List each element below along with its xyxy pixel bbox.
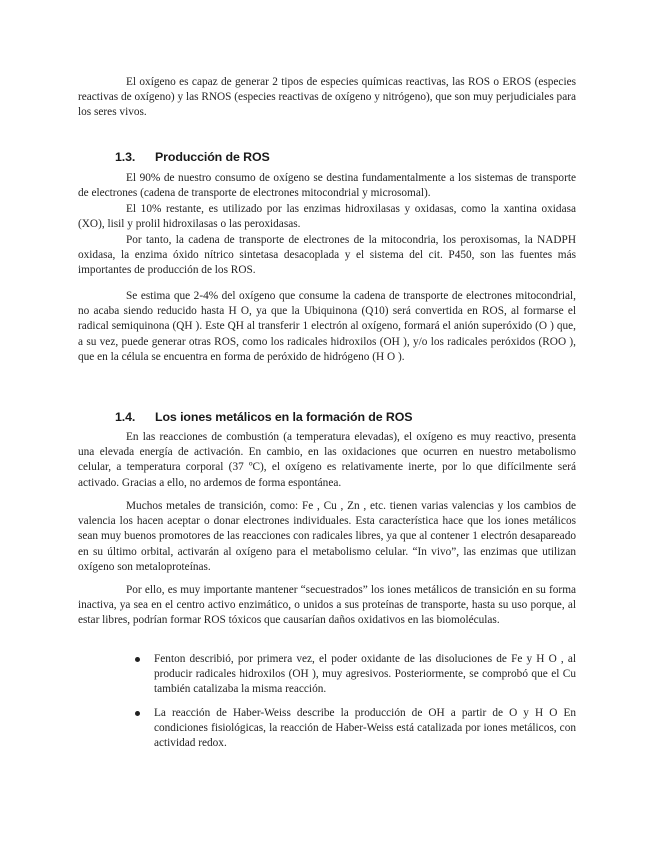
section-title: Los iones metálicos en la formación de ROS [155, 410, 413, 424]
paragraph: Por ello, es muy importante mantener “secuestrados” los iones metálicos de transición en su forma inactiva, ya sea en el centro activo enzimático, o unidos a sus proteínas de transporte, hasta su uso porque, al estar libres, podrían formar ROS tóxicos que causarían daños oxidativos en las biomoléculas. [78, 584, 576, 627]
list-item-text: La reacción de Haber-Weiss describe la producción de OH a partir de O y H O En condiciones fisiológicas, la reacción de Haber-Weiss está catalizada por iones metálicos, con actividad redox. [154, 706, 576, 750]
paragraph: El 10% restante, es utilizado por las enzimas hidroxilasas y oxidasas, como la xantina oxidasa (XO), lisil y prolil hidroxilasas o las peroxidasas. [78, 203, 576, 231]
paragraph: Se estima que 2-4% del oxígeno que consume la cadena de transporte de electrones mitocondrial, no acaba siendo reducido hasta H O, ya que la Ubiquinona (Q10) será convertida en ROS, al formarse el radical semiquinona (QH ). Este QH al transferir 1 electrón al oxígeno, formará el anión superóxido (O ) que, a su vez, puede generar otras ROS, como los radicales hidroxilos (OH ), y/o los radicales peróxidos (ROO ), que en la célula se encuentra en forma de peróxido de hidrógeno (H O ). [78, 290, 576, 363]
paragraph: En las reacciones de combustión (a temperatura elevadas), el oxígeno es muy reactivo, presenta una elevada energía de activación. En cambio, en las oxidaciones que ocurren en nuestro metabolismo celular, a temperatura corporal (37 ºC), el oxígeno es relativamente inerte, por lo que difícilmente será activado. Gracias a ello, no ardemos de forma espontánea. [78, 431, 576, 489]
bullet-icon [135, 711, 140, 716]
paragraph: El 90% de nuestro consumo de oxígeno se destina fundamentalmente a los sistemas de transporte de electrones (cadena de transporte de electrones mitocondrial y microsomal). [78, 172, 576, 200]
section-heading-1-4 [115, 410, 412, 424]
bullet-icon [135, 657, 140, 662]
list-item [135, 652, 576, 698]
list-item [135, 706, 576, 752]
list-item-text: Fenton describió, por primera vez, el poder oxidante de las disoluciones de Fe y H O , al producir radicales hidroxilos (OH ), muy agresivos. Posteriormente, se comprobó que el Cu también catalizaba la misma reacción. [154, 653, 576, 696]
section-heading-1-3 [115, 150, 270, 164]
intro-paragraph: El oxígeno es capaz de generar 2 tipos de especies químicas reactivas, las ROS o EROS (especies reactivas de oxígeno) y las RNOS (especies reactivas de oxígeno y nitrógeno), que son muy perjudiciales para los seres vivos. [78, 76, 576, 119]
paragraph: Por tanto, la cadena de transporte de electrones de la mitocondria, los peroxisomas, la NADPH oxidasa, la enzima óxido nítrico sintetasa desacoplada y el sistema del cit. P450, son las fuentes más importantes de producción de los ROS. [78, 234, 576, 277]
section-number: 1.3. [115, 150, 136, 164]
paragraph: Muchos metales de transición, como: Fe , Cu , Zn , etc. tienen varias valencias y los cambios de valencia los hacen aceptar o donar electrones individuales. Esta característica hace que los iones metálicos sean muy buenos promotores de las reacciones con radicales libres, ya que al contener 1 electrón desapareado en su último orbital, activarán al oxígeno para el metabolismo celular. “In vivo”, las enzimas que utilizan oxígeno son metaloproteínas. [78, 500, 576, 573]
section-title: Producción de ROS [155, 150, 270, 164]
section-number: 1.4. [115, 410, 136, 424]
bullet-list [135, 652, 576, 751]
